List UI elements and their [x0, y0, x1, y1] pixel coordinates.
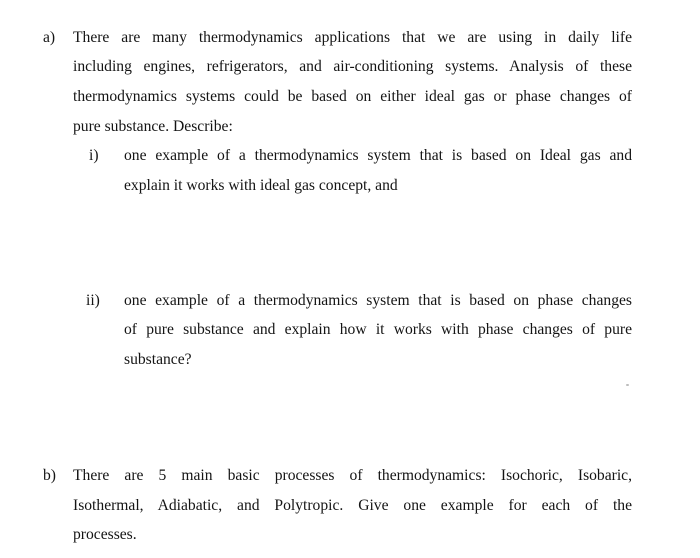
- sub-question-ii-label: ii): [86, 292, 100, 309]
- sub-question-ii-line-3: substance?: [124, 351, 192, 368]
- question-a-line-1: There are many thermodynamics applications that we are using in daily life: [73, 29, 632, 46]
- question-a-line-3: thermodynamics systems could be based on either ideal gas or phase changes of: [73, 88, 632, 105]
- question-b-line-2: Isothermal, Adiabatic, and Polytropic. Give one example for each of the: [73, 497, 632, 514]
- question-a-label: a): [43, 29, 56, 46]
- sub-question-ii-line-1: one example of a thermodynamics system that is based on phase changes: [124, 292, 632, 309]
- question-a-line-4: pure substance. Describe:: [73, 118, 233, 135]
- sub-question-i-line-1: one example of a thermodynamics system that is based on Ideal gas and: [124, 147, 632, 164]
- question-a-line-2: including engines, refrigerators, and air-conditioning systems. Analysis of these: [73, 58, 632, 75]
- sub-question-i-label: i): [89, 147, 99, 164]
- question-b-line-1: There are 5 main basic processes of thermodynamics: Isochoric, Isobaric,: [73, 467, 632, 484]
- sub-question-i-line-2: explain it works with ideal gas concept, and: [124, 177, 398, 194]
- question-b-label: b): [43, 467, 56, 484]
- question-b-line-3: processes.: [73, 526, 137, 543]
- scan-speck: [626, 384, 629, 386]
- sub-question-ii-line-2: of pure substance and explain how it works with phase changes of pure: [124, 321, 632, 338]
